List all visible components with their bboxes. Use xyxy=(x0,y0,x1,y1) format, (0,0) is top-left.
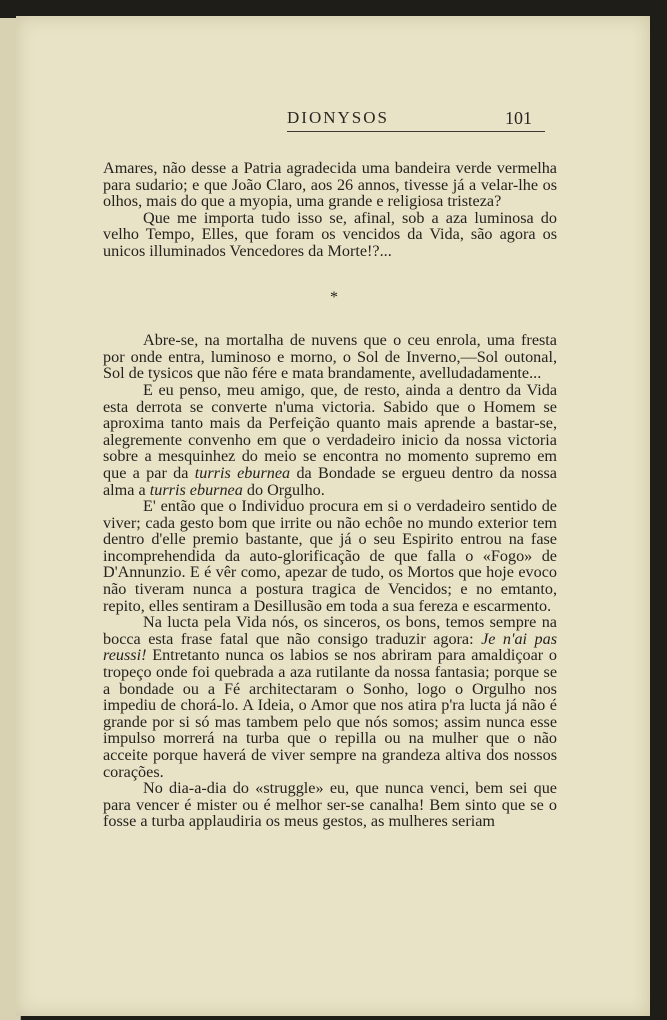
page-header xyxy=(287,108,545,132)
paragraph-6-text-b: Entretanto nunca os labios se nos abriram para amaldiçoar o tropeço onde foi quebrada a aza rutilante da nossa fantasia; porque se a bondade ou a Fé architectaram o Sonho, logo o Orgulho nos impediu de chorá-lo. A Ideia, o Amor que nos atira p'ra lucta já não é grande por si só mas tambem pelo que nós somos; assim nunca esse impulso morrerá na turba que o repilla ou na mulher que o não acceite porque haverá de viver sempre na grandeza altiva dos nossos corações. xyxy=(103,646,557,781)
paragraph-4-text-c: do Orgulho. xyxy=(242,480,325,499)
paragraph-2: Que me importa tudo isso se, afinal, sob a aza luminosa do velho Tempo, Elles, que foram os vencidos da Vida, são agora os unicos illuminados Vencedores da Morte!?... xyxy=(103,208,557,260)
paragraph-6-italic: Je n'ai pas reussi! xyxy=(103,629,557,665)
section-break-asterisk: * xyxy=(330,288,338,306)
paragraph-6-text-a: Na lucta pela Vida nós, os sinceros, os bons, temos sempre na bocca esta frase fatal que não consigo traduzir agora: xyxy=(103,613,557,648)
paragraph-4-italic-2: turris eburnea xyxy=(149,480,243,499)
paragraph-4-text-b: da Bondade se ergueu dentro da nossa alma a xyxy=(103,463,557,499)
paragraph-1: Amares, não desse a Patria agradecida uma bandeira verde vermelha para sudario; e que João Claro, aos 26 annos, tivesse já a velar-lhe os olhos, mais do que a myopia, uma grande e religiosa tristeza? xyxy=(103,159,557,211)
paragraph-4 xyxy=(103,382,557,498)
paragraph-5: E' então que o Individuo procura em si o verdadeiro sentido de viver; cada gesto bom que irrite ou não echôe no mundo exterior tem dentro d'elle premio bastante, que já o seu Espirito entrou na fase incomprehendida da auto-glorificação de que falla o «Fogo» de D'Annunzio. E é vêr como, apezar de tudo, os Mortos que hoje evoco não tiveram nunca a postura tragica de Vencidos; e no emtanto, repito, elles sentiram a Desillusão em toda a sua fereza e escarmento. xyxy=(103,497,557,615)
body-text xyxy=(103,160,557,830)
page-number: 101 xyxy=(505,108,532,128)
paragraph-4-text-a: E eu penso, meu amigo, que, de resto, ainda a dentro da Vida esta derrota se converte n'uma victoria. Sabido que o Homem se aproxima tanto mais da Perfeição quanto mais aprende a bastar-se, alegremente convenho em que o verdadeiro inicio da nossa victoria sobre a mesquinhez do meio se encontra no momento supremo em que a par da xyxy=(103,380,557,482)
paragraph-7: No dia-a-dia do «struggle» eu, que nunca venci, bem sei que para vencer é mister ou é melhor ser-se canalha! Bem sinto que se o fosse a turba applaudiria os meus gestos, as mulheres seriam xyxy=(103,779,557,831)
running-title: DIONYSOS xyxy=(287,108,389,127)
paragraph-4-italic-1: turris eburnea xyxy=(194,463,291,482)
paragraph-6 xyxy=(103,614,557,780)
paragraph-3: Abre-se, na mortalha de nuvens que o ceu enrola, uma fresta por onde entra, luminoso e morno, o Sol de Inverno,—Sol outonal, Sol de tysicos que não fére e mata brandamente, avelludadamente... xyxy=(103,331,557,383)
header-rule xyxy=(287,131,545,132)
